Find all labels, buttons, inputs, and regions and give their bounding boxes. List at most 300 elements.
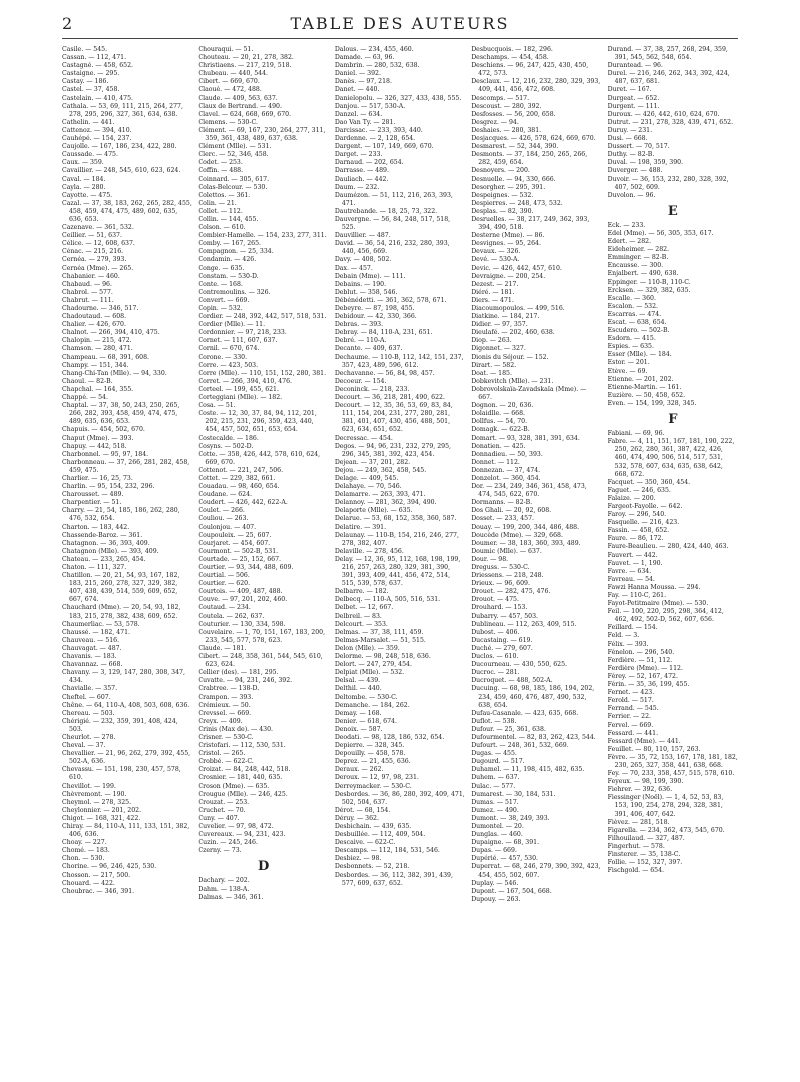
author-entry: Dionis du Séjour. — 152.: [471, 353, 549, 361]
author-entry: Chavany. — 3, 129, 147, 280, 308, 347, 434.: [62, 669, 185, 685]
author-entry: Dauvillier. — 487.: [334, 232, 391, 240]
author-entry: Courjaret. — 454, 607.: [198, 539, 271, 547]
author-entry: Fervel. — 669.: [607, 721, 654, 729]
author-entry: Coudert. — 426, 442, 622-A.: [198, 499, 288, 507]
author-entry: Demanche. — 184, 262.: [334, 701, 410, 709]
author-entry: Deltombe. — 530-C.: [334, 693, 398, 701]
author-entry: Chalier. — 426, 670.: [62, 321, 126, 329]
author-entry: Follie. — 152, 327, 397.: [607, 859, 683, 867]
author-entry: Cotte. — 358, 426, 442, 578, 610, 624, 669, 670.: [198, 450, 321, 466]
author-entry: Davy. — 408, 502.: [334, 256, 392, 264]
author-entry: Chassende-Baroz. — 361.: [62, 531, 143, 539]
author-entry: Etienne. — 201, 202.: [607, 375, 674, 383]
author-entry: Chavialle. — 357.: [62, 685, 118, 693]
author-entry: Chorine. — 96, 246, 425, 530.: [62, 863, 157, 871]
author-entry: Cuzin. — 245, 246.: [198, 839, 258, 847]
author-entry: Dautrebande. — 18, 25, 73, 322.: [334, 207, 438, 215]
author-entry: Eppinger. — 110-B, 110-C.: [607, 278, 691, 286]
author-entry: Crevssel. — 669.: [198, 709, 252, 717]
author-entry: Férey. — 52, 167, 472.: [607, 672, 678, 680]
author-entry: Facquet. — 350, 360, 454.: [607, 478, 691, 486]
author-entry: Dugourd. — 517.: [471, 758, 525, 766]
author-entry: Christiaens. — 217, 219, 518.: [198, 62, 292, 70]
author-entry: Fièvez. — 281, 518.: [607, 818, 670, 826]
author-entry: Coinnard. — 305, 617.: [198, 175, 270, 183]
author-entry: Duché. — 279, 607.: [471, 644, 533, 652]
author-entry: Cavaillier. — 248, 545, 610, 623, 624.: [62, 167, 181, 175]
author-entry: Escarras. — 474.: [607, 310, 662, 318]
author-entry: Dosset. — 233, 457.: [471, 515, 535, 523]
author-entry: Chatillon. — 20, 21, 54, 93, 167, 182, 183, 215, 260, 278, 327, 329, 382, 407, 438, 439, 514, 559, 609, 652, 667, 674.: [62, 572, 180, 604]
author-entry: Cattenoz. — 394, 410.: [62, 126, 132, 134]
author-entry: Delort. — 247, 279, 454.: [334, 661, 412, 669]
author-entry: Drouhard. — 153.: [471, 604, 528, 612]
author-entry: Couliou. — 263.: [198, 515, 249, 523]
author-entry: Fèvre. — 35, 72, 153, 167, 178, 181, 182, 230, 265, 327, 358, 441, 638, 668.: [607, 753, 738, 769]
author-entry: Feillard. — 154.: [607, 624, 658, 632]
author-entry: Euzière. — 50, 458, 652.: [607, 391, 686, 399]
author-entry: Decourt. — 12, 35, 36, 53, 69, 83, 84, 111, 154, 204, 231, 277, 280, 281, 381, 401, 407, 430, 456, 488, 501, 623, 634, 651, 652.: [334, 402, 453, 434]
author-entry: Despierres. — 248, 473, 532.: [471, 199, 563, 207]
author-entry: Duret. — 167.: [607, 86, 652, 94]
author-entry: Croizat. — 84, 248, 442, 518.: [198, 766, 291, 774]
author-entry: Czerny. — 73.: [198, 847, 242, 855]
author-entry: Clément. — 69, 167, 230, 264, 277, 311, 359, 361, 438, 489, 637, 638.: [198, 126, 326, 143]
author-entry: Dunglas. — 460.: [471, 831, 523, 839]
author-entry: Dutrut. — 231, 278, 328, 439, 471, 652.: [607, 118, 734, 126]
author-entry: Darrasse. — 489.: [334, 167, 389, 175]
author-entry: Delmas-Marsalet. — 51, 515.: [334, 636, 426, 644]
author-entry: Doucède (Mme). — 329, 668.: [471, 531, 563, 539]
author-entry: Dollfus. — 54, 70.: [471, 418, 528, 426]
author-entry: Danzel. — 634.: [334, 110, 383, 118]
author-entry: Douay. — 199, 200, 344, 486, 488.: [471, 523, 580, 531]
author-entry: Couvelaire. — 1, 70, 151, 167, 183, 200, 233, 545, 577, 578, 623.: [198, 628, 326, 644]
author-entry: Colettos. — 361.: [198, 191, 251, 199]
author-entry: Cuvatte. — 94, 231, 246, 392.: [198, 677, 293, 685]
author-entry: Desfosses. — 56, 200, 658.: [471, 110, 556, 118]
author-entry: Desclaux. — 12, 216, 232, 280, 329, 393, 409, 441, 456, 472, 608.: [471, 78, 601, 94]
author-entry: Daum. — 232.: [334, 183, 380, 191]
author-entry: Figarella. — 234, 362, 473, 545, 670.: [607, 826, 725, 834]
author-entry: Fiehrer. — 392, 636.: [607, 786, 673, 794]
author-entry: Daumézon. — 51, 112, 216, 263, 393, 471.: [334, 191, 453, 207]
author-entry: Ducastaing. — 619.: [471, 636, 533, 644]
author-entry: Fénelon. — 296, 540.: [607, 648, 675, 656]
author-entry: Desterne (Mme). — 86.: [471, 232, 545, 240]
page-number: 2: [62, 14, 73, 33]
author-entry: Driessens. — 218, 248.: [471, 572, 544, 580]
author-entry: Encausse. — 300.: [607, 262, 664, 270]
author-entry: Delannoy. — 281, 362, 394, 490.: [334, 499, 437, 507]
author-entry: Ercksen. — 329, 382, 635.: [607, 286, 691, 294]
author-entry: Couturier. — 130, 334, 598.: [198, 620, 286, 628]
author-entry: Desnoyers. — 200.: [471, 167, 530, 175]
author-entry: Devraigne. — 200, 254.: [471, 272, 546, 280]
author-entry: Daniel. — 392.: [334, 70, 381, 78]
author-entry: Decante. — 409, 637.: [334, 345, 403, 353]
author-entry: Corteggiani (Mlle). — 182.: [198, 394, 283, 402]
author-entry: Courtial. — 506.: [198, 572, 250, 580]
author-entry: Faguet. — 246, 635.: [607, 486, 671, 494]
author-entry: Deblut. — 358, 546.: [334, 288, 398, 296]
author-entry: Delay. — 12, 36, 95, 112, 168, 198, 199, 216, 257, 263, 280, 329, 381, 390, 391, 393, 409, 441, 456, 472, 514, 515, 539, 578, 637.: [334, 555, 461, 588]
author-entry: Chêne. — 64, 110-A, 408, 503, 608, 636.: [62, 701, 190, 709]
author-entry: Cibert. — 248, 358, 361, 544, 545, 610, 623, 624.: [198, 653, 323, 669]
author-entry: Faure-Beaulieu. — 280, 424, 440, 463.: [607, 543, 729, 551]
author-entry: Chatagnon. — 36, 393, 409.: [62, 539, 150, 547]
author-entry: Charton. — 183, 442.: [62, 523, 130, 531]
author-entry: Chaussé. — 182, 471.: [62, 628, 131, 636]
author-entry: Decoeur. — 154.: [334, 377, 387, 385]
author-entry: Charpentier. — 51.: [62, 499, 122, 507]
author-entry: Dejou. — 249, 362, 458, 545.: [334, 466, 427, 474]
author-entry: Chouraqui. — 51.: [198, 46, 254, 53]
author-entry: Castay. — 186.: [62, 78, 109, 86]
author-entry: Danet. — 440.: [334, 86, 380, 94]
author-entry: Crosnier. — 181, 440, 635.: [198, 774, 283, 782]
author-entry: Duverger. — 488.: [607, 167, 663, 175]
author-entry: Casile. — 545.: [62, 46, 108, 53]
author-entry: Devaux. — 326.: [471, 248, 521, 256]
author-entry: Constam. — 530-D.: [198, 272, 259, 280]
author-entry: Costecalde. — 186.: [198, 434, 259, 442]
author-entry: Castaigne. — 295.: [62, 70, 120, 78]
author-entry: Charousset. — 489.: [62, 491, 124, 499]
author-entry: Deraux. — 262.: [334, 766, 384, 774]
index-columns: [62, 46, 738, 1076]
page-header: [62, 14, 738, 36]
author-entry: Dumas. — 517.: [471, 798, 519, 806]
section-letter: D: [257, 859, 270, 875]
author-entry: Debray. — 84, 110-A, 231, 651.: [334, 329, 433, 337]
author-entry: Chateau. — 233, 265, 454.: [62, 555, 146, 563]
author-entry: Eideheimer. — 282.: [607, 246, 670, 254]
author-entry: Duvolon. — 96.: [607, 191, 656, 199]
author-entry: Chosson. — 217, 500.: [62, 871, 131, 879]
author-entry: Diatkine. — 184, 217.: [471, 313, 540, 321]
author-entry: Castel. — 37, 458.: [62, 86, 120, 94]
author-entry: Dalous. — 234, 455, 460.: [334, 46, 414, 53]
author-entry: Dufourmentel. — 82, 83, 262, 423, 544.: [471, 733, 596, 741]
author-entry: Favre. — 634.: [607, 567, 652, 575]
author-entry: Dieulafé. — 202, 460, 638.: [471, 329, 555, 337]
author-entry: Clavel. — 624, 668, 669, 670.: [198, 110, 292, 118]
author-entry: Debré. — 110-A.: [334, 337, 387, 345]
author-entry: Delaunay. — 110-B, 154, 216, 246, 277, 278, 382, 407.: [334, 531, 459, 547]
index-column-4: [471, 46, 601, 1076]
author-entry: Delahaye. — 70, 546.: [334, 483, 402, 491]
author-entry: Charlier. — 16, 25, 73.: [62, 474, 133, 482]
author-entry: Desorgher. — 295, 391.: [471, 183, 546, 191]
author-entry: Coulonjou. — 407.: [198, 523, 257, 531]
author-entry: Fassin. — 458, 652.: [607, 527, 670, 535]
author-entry: Conge. — 635.: [198, 264, 245, 272]
author-entry: Dupont. — 167, 504, 668.: [471, 887, 552, 895]
author-entry: Debains. — 190.: [334, 280, 387, 288]
author-entry: Champeau. — 68, 391, 608.: [62, 353, 149, 361]
author-entry: Dobkevitch (Mlle). — 231.: [471, 377, 554, 385]
author-entry: Castelain. — 410, 475.: [62, 94, 133, 102]
author-entry: Chavanis. — 183.: [62, 653, 117, 661]
author-entry: Deconinck. — 218, 233.: [334, 385, 410, 393]
author-entry: Delatire. — 391.: [334, 523, 387, 531]
author-entry: Chaumerliac. — 53, 578.: [62, 620, 140, 628]
author-entry: Dambrin. — 280, 532, 638.: [334, 62, 420, 70]
author-entry: Doumic (Mlle). — 637.: [471, 547, 542, 555]
author-entry: Courtois. — 409, 487, 488.: [198, 588, 283, 596]
author-entry: Cibert. — 669, 670.: [198, 78, 260, 86]
author-entry: Dumarest. — 30, 184, 531.: [471, 790, 556, 798]
author-entry: Edert. — 282.: [607, 238, 652, 246]
author-entry: Danès. — 97, 218.: [334, 78, 392, 86]
author-entry: Charry. — 21, 54, 185, 186, 262, 280, 476, 532, 654.: [62, 507, 180, 523]
author-entry: Chamson. — 280, 471.: [62, 345, 133, 353]
author-entry: Cruchet. — 70.: [198, 806, 246, 814]
author-entry: Chubeau. — 440, 544.: [198, 70, 269, 78]
author-entry: Coutaud. — 234.: [198, 604, 251, 612]
author-entry: Dahm. — 138-A.: [198, 885, 250, 893]
author-entry: Chaton. — 111, 327.: [62, 564, 127, 571]
author-entry: Comby. — 167, 265.: [198, 240, 261, 248]
author-entry: Claude. — 181.: [198, 644, 247, 652]
author-entry: Crinis (Max de). — 430.: [198, 725, 273, 733]
section-letter: F: [668, 412, 678, 428]
author-entry: Chang-Chi-Tan (Mlle). — 94, 330.: [62, 369, 167, 377]
author-entry: Corre (Mlle). — 110, 151, 152, 280, 381.: [198, 369, 327, 377]
author-entry: Ferold. — 517.: [607, 697, 654, 705]
author-entry: Charbonneau. — 37, 266, 281, 282, 458, 459, 475.: [62, 458, 190, 474]
author-entry: Chavannaz. — 668.: [62, 661, 123, 669]
author-entry: Dussert. — 70, 517.: [607, 143, 670, 151]
author-entry: Dachary. — 202.: [198, 877, 250, 885]
author-entry: Choay. — 227.: [62, 839, 107, 847]
author-entry: Chabaud. — 96.: [62, 280, 112, 288]
author-entry: Enjalbert. — 490, 638.: [607, 270, 679, 278]
author-entry: Finsterer. — 35, 138-C.: [607, 851, 681, 858]
author-entry: Dezest. — 217.: [471, 280, 519, 288]
author-entry: Digonnet. — 327.: [471, 345, 526, 353]
author-entry: Durel. — 216, 246, 262, 343, 392, 424, 487, 637, 681.: [607, 70, 730, 86]
author-entry: Codet. — 253.: [198, 159, 243, 167]
author-entry: Dumez. — 490.: [471, 806, 519, 814]
author-entry: Chevillot. — 199.: [62, 782, 116, 790]
author-entry: Debidour. — 42, 330, 366.: [334, 313, 417, 321]
author-entry: Feil. — 100, 220, 295, 298, 364, 412, 462, 492, 502-D, 562, 607, 656.: [607, 608, 724, 624]
author-entry: Coulet. — 266.: [198, 507, 245, 515]
author-entry: Corone. — 330.: [198, 353, 248, 361]
author-entry: Dechavanne. — 56, 84, 98, 457.: [334, 369, 435, 377]
author-entry: Delon (Mlle). — 359.: [334, 644, 400, 652]
author-entry: Cordonnier. — 97, 218, 233.: [198, 329, 287, 337]
author-entry: Chapuy. — 442, 518.: [62, 442, 127, 450]
author-entry: Chauveau. — 516.: [62, 636, 120, 644]
author-entry: Demay. — 168.: [334, 709, 382, 717]
author-entry: Desgrez. — 94.: [471, 118, 519, 126]
author-entry: Chérigié. — 232, 359, 391, 408, 424, 503.: [62, 717, 178, 733]
author-entry: Cathala. — 53, 69, 111, 215, 264, 277, 278, 295, 296, 327, 361, 634, 638.: [62, 102, 183, 118]
author-entry: Delpiat (Mlle). — 532.: [334, 669, 405, 677]
author-entry: Conte. — 168.: [198, 280, 243, 288]
author-entry: Delorme. — 98, 248, 518, 636.: [334, 653, 431, 661]
author-entry: Corteel. — 199, 455, 621.: [198, 385, 279, 393]
author-entry: Caujolle. — 167, 186, 234, 422, 280.: [62, 143, 177, 151]
author-entry: Crémieux. — 50.: [198, 701, 251, 709]
author-entry: Darget. — 233.: [334, 151, 383, 159]
author-entry: Dejean. — 37, 201, 282.: [334, 458, 411, 466]
author-entry: Chon. — 530.: [62, 855, 105, 863]
author-entry: Courmont. — 502-B, 531.: [198, 547, 279, 555]
author-entry: Delarue. — 53, 68, 152, 358, 360, 587.: [334, 515, 457, 523]
author-entry: Cosyns. — 502-D.: [198, 442, 254, 450]
author-entry: Dognon. — 20, 636.: [471, 402, 534, 410]
author-entry: Dusi. — 668.: [607, 135, 648, 143]
author-entry: Dormanns. — 82-B.: [471, 499, 533, 507]
author-entry: Cheval. — 37.: [62, 742, 106, 750]
author-entry: Crisner. — 530-C.: [198, 733, 254, 741]
author-entry: Combier-Hamelle. — 154, 233, 277, 311.: [198, 232, 327, 240]
author-entry: Charlin. — 95, 154, 232, 296.: [62, 483, 155, 491]
author-entry: Escat. — 638, 654.: [607, 319, 667, 326]
author-entry: Creyx. — 409.: [198, 717, 243, 725]
author-entry: Choubrac. — 346, 391.: [62, 887, 135, 895]
author-entry: Duroux. — 426, 442, 610, 624, 670.: [607, 110, 720, 118]
author-entry: Coutela. — 262, 637.: [198, 612, 265, 620]
author-entry: Duflot. — 538.: [471, 717, 517, 725]
author-entry: Duthy. — 82-B.: [607, 151, 655, 159]
author-entry: Coste. — 12, 30, 37, 84, 94, 112, 201, 202, 215, 231, 296, 359, 423, 440, 454, 457, 502, 651, 653, 654.: [198, 410, 317, 434]
author-entry: Chadoutaud. — 608.: [62, 313, 127, 321]
author-entry: Dao Van Ty. — 281.: [334, 118, 396, 126]
author-entry: Even. — 154, 199, 328, 345.: [607, 399, 697, 407]
author-entry: Chaoul. — 82-B.: [62, 377, 113, 385]
author-entry: Dumont. — 38, 249, 393.: [471, 814, 550, 822]
author-entry: Copin. — 532.: [198, 305, 243, 312]
author-entry: Depouilly. — 458, 578.: [334, 750, 406, 758]
author-entry: Fiessinger (Noël). — 1, 4, 52, 53, 83, 153, 190, 254, 278, 294, 328, 381, 391, 406, 407, 642.: [607, 794, 724, 818]
author-entry: Ferrand. — 545.: [607, 705, 659, 713]
author-entry: Donzelot. — 360, 454.: [471, 474, 541, 482]
author-entry: Chèvremont. — 190.: [62, 790, 127, 798]
author-entry: Cernéa (Mme). — 265.: [62, 264, 134, 272]
author-entry: Claoué. — 472, 488.: [198, 86, 262, 94]
author-entry: Ducuing. — 68, 98, 185, 186, 194, 202, 234, 459, 460, 476, 487, 490, 532, 638, 654.: [471, 685, 595, 709]
author-entry: Fargeot-Fayolle. — 642.: [607, 502, 683, 510]
author-entry: Courtade. — 25, 152, 667.: [198, 555, 282, 563]
author-entry: Clerc. — 52, 346, 458.: [198, 151, 269, 159]
author-entry: Delaville. — 278, 456.: [334, 547, 404, 555]
author-entry: Courtier. — 620.: [198, 580, 251, 588]
author-entry: Chadourne. — 346, 517.: [62, 305, 139, 312]
author-entry: Convert. — 669.: [198, 296, 250, 304]
author-entry: Dufau-Casanale. — 423, 635, 668.: [471, 709, 579, 717]
author-entry: Cénac. — 215, 216.: [62, 248, 124, 256]
author-entry: Devic. — 426, 442, 457, 610.: [471, 264, 562, 272]
author-entry: Diéré. — 181.: [471, 288, 515, 296]
author-entry: Clemens. — 530-C.: [198, 118, 258, 126]
author-entry: Ducourneau. — 430, 550, 625.: [471, 661, 567, 669]
author-entry: Descomps. — 517.: [471, 94, 530, 102]
author-entry: Fernet. — 423.: [607, 689, 655, 697]
author-entry: Dalmas. — 346, 361.: [198, 893, 264, 901]
author-entry: Delamarre. — 263, 393, 471.: [334, 491, 426, 499]
author-entry: Fay. — 110-C, 261.: [607, 592, 667, 599]
author-entry: Diers. — 471.: [471, 296, 514, 304]
author-entry: Denier. — 618, 674.: [334, 717, 397, 725]
author-entry: Desmonts. — 37, 184, 250, 265, 266, 282, 459, 654.: [471, 151, 588, 167]
author-entry: Domart. — 93, 328, 381, 391, 634.: [471, 434, 580, 442]
author-entry: Colson. — 610.: [198, 224, 246, 232]
author-entry: Delbet. — 12, 667.: [334, 604, 394, 612]
author-entry: Drouet. — 282, 475, 476.: [471, 588, 551, 596]
author-entry: Fauvet. — 1, 190.: [607, 559, 663, 567]
author-entry: Fischgold. — 654.: [607, 867, 665, 875]
author-entry: Castagné. — 458, 652.: [62, 62, 133, 70]
author-entry: Ferdière. — 51, 112.: [607, 656, 673, 664]
author-entry: Ferrier. — 22.: [607, 713, 652, 721]
author-entry: Edel (Mme). — 56, 305, 353, 617.: [607, 229, 714, 237]
author-entry: Colin. — 21.: [198, 199, 237, 207]
author-entry: Descamps. — 112, 184, 531, 546.: [334, 847, 440, 855]
author-entry: Duhamel. — 11, 198, 415, 482, 635.: [471, 766, 585, 774]
author-entry: Deschamps. — 454, 458.: [471, 54, 549, 62]
author-entry: Danjou. — 517, 530-A.: [334, 102, 406, 110]
author-entry: Doumer. — 38, 183, 360, 393, 489.: [471, 539, 581, 547]
author-entry: Decourt. — 36, 218, 281, 490, 622.: [334, 394, 445, 402]
index-column-2: [198, 46, 328, 1076]
author-entry: Feld. — 3.: [607, 632, 640, 640]
author-entry: Chiray. — 84, 110-A, 111, 133, 151, 382, 406, 636.: [62, 823, 190, 839]
author-entry: Croson (Mme). — 635.: [198, 782, 270, 790]
author-entry: Cuvelier. — 97, 98, 472.: [198, 823, 274, 830]
author-entry: Delaporte (Mlle). — 635.: [334, 507, 413, 515]
author-entry: Chatagnon (Mlle). — 393, 409.: [62, 547, 159, 555]
author-entry: Compagnon. — 25, 334.: [198, 248, 274, 256]
author-entry: Cosa. — 51.: [198, 402, 236, 410]
author-entry: Decressac. — 454.: [334, 434, 393, 442]
author-entry: Faroy. — 296, 540.: [607, 511, 667, 519]
author-entry: Chabrol. — 577.: [62, 288, 113, 296]
author-entry: Cheylonnier. — 201, 202.: [62, 806, 142, 814]
author-entry: Desbuillée. — 112, 409, 504.: [334, 831, 426, 839]
author-entry: Despeignes. — 532.: [471, 191, 534, 199]
author-entry: Dirart. — 582.: [471, 361, 517, 369]
author-entry: Darnaud. — 202, 654.: [334, 159, 404, 167]
author-entry: Desvignes. — 95, 264.: [471, 240, 541, 248]
author-entry: Duruy. — 231.: [607, 126, 653, 134]
author-entry: Ducroquet. — 488, 502-A.: [471, 677, 553, 685]
author-entry: Chabanier. — 460.: [62, 272, 120, 280]
author-entry: Cottenot. — 221, 247, 506.: [198, 466, 284, 474]
author-entry: Fessard (Mme). — 441.: [607, 737, 681, 745]
author-entry: Durgent. — 111.: [607, 102, 660, 110]
author-entry: Ceillier. — 51, 637.: [62, 232, 122, 240]
index-column-1: [62, 46, 192, 1076]
author-entry: Duhem. — 637.: [471, 774, 520, 782]
author-entry: Fessard. — 441.: [607, 729, 659, 737]
author-entry: Chouard. — 422.: [62, 879, 115, 887]
author-entry: Estor. — 201.: [607, 359, 650, 367]
section-letter: E: [667, 203, 678, 219]
author-entry: Filhouilaud. — 327, 487.: [607, 834, 685, 842]
author-entry: Duperrat. — 68, 246, 279, 390, 392, 423, 454, 455, 502, 607.: [471, 863, 601, 879]
author-entry: Feyeux. — 98, 199, 390.: [607, 778, 684, 786]
author-entry: Cayla. — 280.: [62, 183, 106, 191]
author-entry: Férin. — 35, 36, 199, 455.: [607, 681, 690, 689]
author-entry: Eck. — 233.: [607, 221, 646, 229]
author-entry: Collin. — 144, 455.: [198, 215, 259, 223]
author-entry: Ducroc. — 281.: [471, 669, 520, 677]
